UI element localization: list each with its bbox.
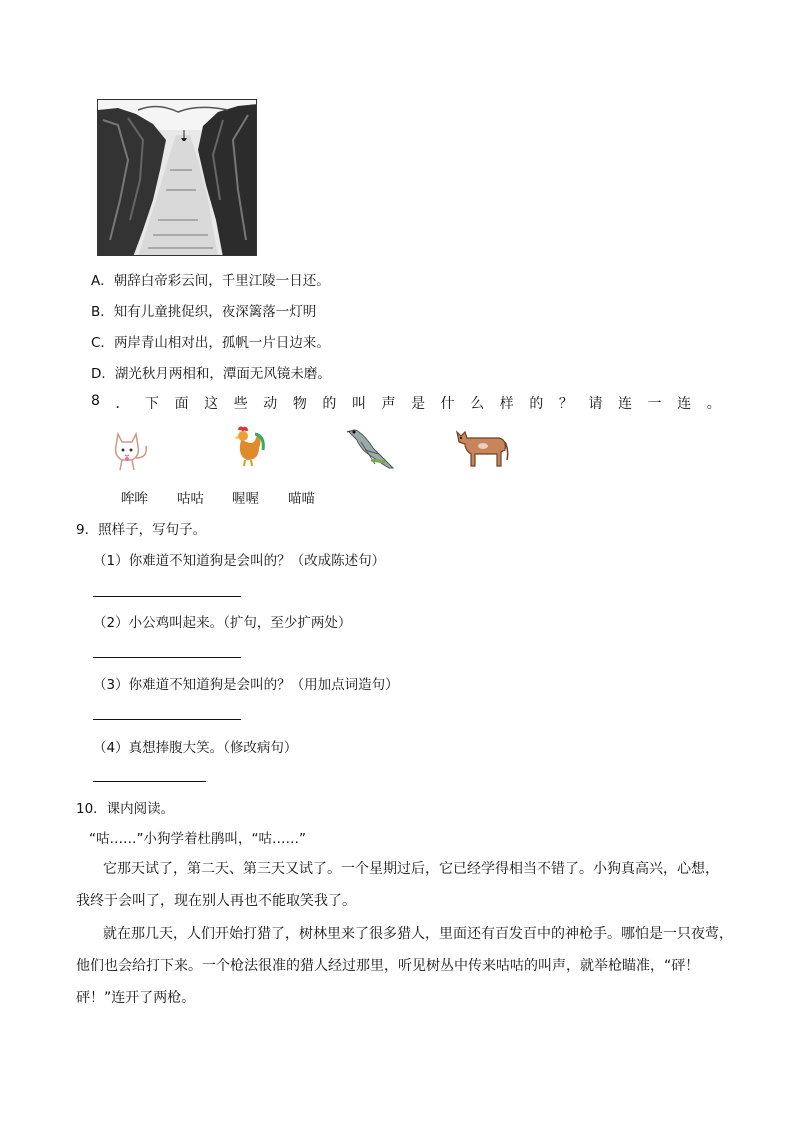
option-b-letter: B． [91,304,114,320]
option-c-letter: C． [91,335,114,351]
q9-item-2: （2）小公鸡叫起来。（扩句，至少扩两处） [93,615,352,631]
reading-paragraph-2-line-1: 它那天试了，第二天、第三天又试了。一个星期过后，它已经学得相当不错了。小狗真高兴，心想， [103,861,719,877]
answer-line-3[interactable] [93,719,241,720]
option-b [91,300,316,320]
cat-icon [108,428,154,476]
q8-char: 连 [618,396,633,412]
reading-paragraph-2-line-2: 我终于会叫了，现在别人再也不能取笑我了。 [76,893,356,909]
q8-char: 的 [322,396,337,412]
q9-item-4: （4）真想捧腹大笑。（修改病句） [93,740,298,756]
question-10-title: 10．课内阅读。 [76,801,175,817]
reading-paragraph-3-line-1: 就在那几天，人们开始打猎了，树林里来了很多猎人，里面还有百发百中的神枪手。哪怕是一只夜莺， [103,926,733,942]
question-8-heading [91,393,721,413]
sound-moo: 哞哞 [121,491,148,507]
q8-char: 叫 [351,396,366,412]
q8-char: 8 [91,393,100,409]
option-d-letter: D． [91,366,115,382]
rooster-icon [229,426,267,472]
q8-char: ？ [558,396,573,412]
option-a [91,269,330,289]
q8-char: 样 [499,396,514,412]
q8-char: 什 [440,396,455,412]
option-d-text: 湖光秋月两相和，潭面无风镜未磨。 [114,366,331,382]
sound-crow: 喔喔 [232,491,259,507]
question-9-title: 9．照样子，写句子。 [76,522,207,538]
option-a-text: 朝辞白帝彩云间，千里江陵一日还。 [113,273,330,289]
q9-item-1: （1）你难道不知道狗是会叫的？（改成陈述句） [93,553,386,569]
q8-char: 请 [588,396,603,412]
bird-icon [345,426,397,476]
q8-char: 连 [677,396,692,412]
q8-char: ． [115,396,130,412]
option-d [91,362,331,382]
sound-meow: 喵喵 [288,491,315,507]
reading-paragraph-3-line-2: 他们也会给打下来。一个枪法很准的猎人经过那里，听见树丛中传来咕咕的叫声，就举枪瞄准，“砰！ [76,958,700,974]
answer-line-4[interactable] [93,781,206,782]
q8-char: 动 [263,396,278,412]
q8-char: 声 [381,396,396,412]
answer-line-2[interactable] [93,657,241,658]
q8-char: 一 [647,396,662,412]
cow-icon [453,426,511,474]
q8-char: 是 [411,396,426,412]
q9-item-3: （3）你难道不知道狗是会叫的？（用加点词造句） [93,677,399,693]
q8-char: 面 [174,396,189,412]
q8-char: 物 [292,396,307,412]
q8-char: 下 [145,396,160,412]
answer-line-1[interactable] [93,596,241,597]
reading-paragraph-3-line-3: 砰！”连开了两枪。 [76,990,196,1006]
river-gorge-illustration [97,99,257,256]
reading-paragraph-1: “咕……”小狗学着杜鹃叫，“咕……” [89,831,306,847]
option-a-letter: A． [91,273,114,289]
option-c-text: 两岸青山相对出，孤帆一片日边来。 [113,335,330,351]
option-c [91,331,330,351]
q8-char: 些 [233,396,248,412]
q8-char: 。 [706,396,721,412]
q8-char: 这 [204,396,219,412]
option-b-text: 知有儿童挑促织，夜深篱落一灯明 [113,304,317,320]
q8-char: 么 [470,396,485,412]
q8-char: 的 [529,396,544,412]
river-gorge-drawing [98,100,257,256]
sound-coo: 咕咕 [177,491,204,507]
